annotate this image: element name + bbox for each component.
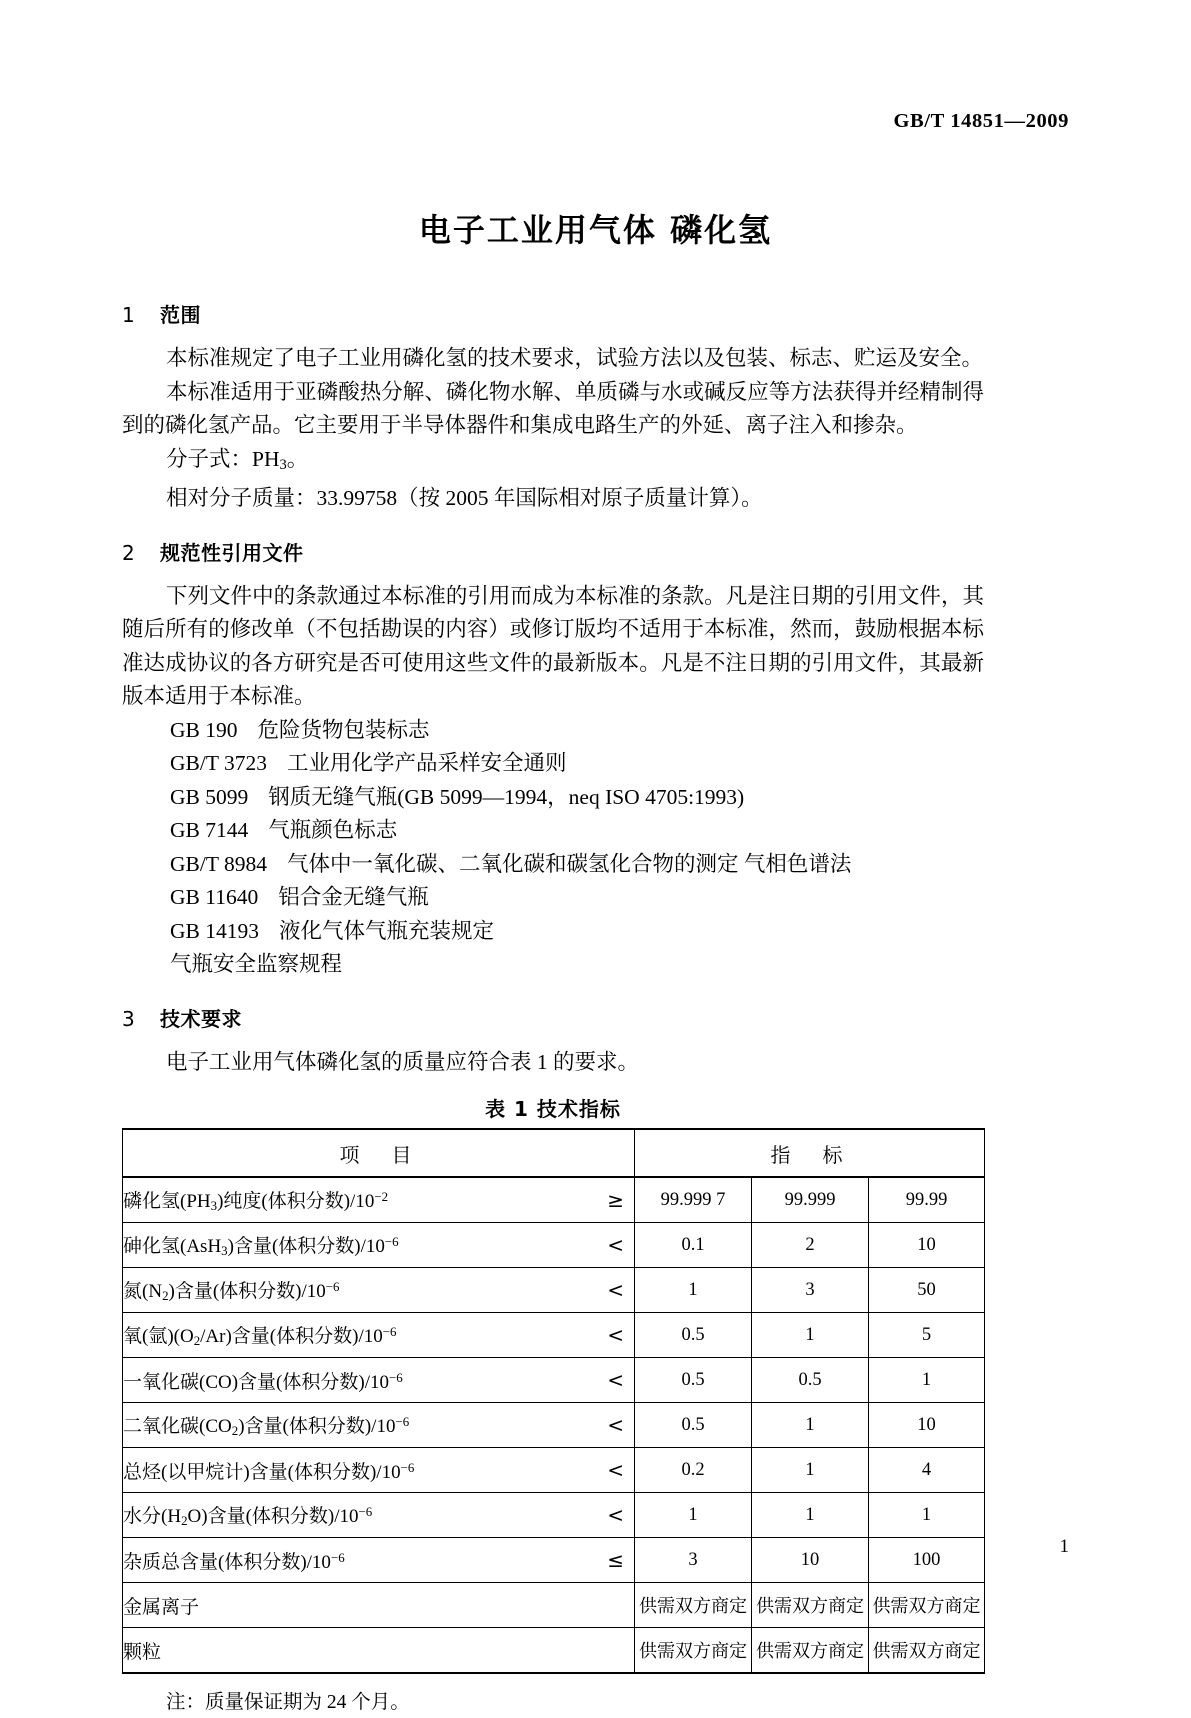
table-cell-item (123, 1583, 635, 1628)
table-cell-value: 99.999 7 (635, 1177, 752, 1223)
reference-item (122, 948, 984, 982)
item-label: 磷化氢$(PH_3)$纯度(体积分数)$/10^{-2}$ (123, 1189, 389, 1214)
table-cell-value: 3 (635, 1538, 752, 1583)
table-cell-value: 10 (752, 1538, 869, 1583)
reference-code: GB 11640 (170, 885, 259, 910)
table-cell-item (123, 1177, 635, 1223)
spacer (122, 330, 984, 342)
section-heading-2 (122, 538, 984, 568)
reference-name: 危险货物包装标志 (257, 717, 430, 742)
table-cell-value: 1 (752, 1313, 869, 1358)
relative-mass-value: 33.99758 (316, 486, 398, 511)
table-cell-item (123, 1493, 635, 1538)
relation-symbol: < (607, 1278, 624, 1303)
table-cell-item (123, 1403, 635, 1448)
relation-symbol: ≥ (607, 1188, 624, 1213)
table-cell-value: 100 (869, 1538, 985, 1583)
table-cell-value: 1 (869, 1358, 985, 1403)
section-number-2: 2 (122, 540, 136, 565)
relative-mass-label: 相对分子质量： (166, 486, 317, 511)
reference-item (122, 915, 984, 949)
table-caption: 表 1 技术指标 (485, 1097, 621, 1122)
page-number: 1 (1059, 1536, 1069, 1557)
table-cell-item (123, 1358, 635, 1403)
section-2-paragraph-1: 下列文件中的条款通过本标准的引用而成为本标准的条款。凡是注日期的引用文件，其随后所有的修改单（不包括勘误的内容）或修订版均不适用于本标准，然而，鼓励根据本标准达成协议的各方研究是否可使用这些文件的最新版本。凡是不注日期的引用文件，其最新版本适用于本标准。 (122, 583, 984, 709)
table-cell-item (123, 1223, 635, 1268)
table-cell-value: 99.999 (752, 1177, 869, 1223)
spacer (122, 982, 984, 1004)
table-cell-value: 供需双方商定 (635, 1628, 752, 1674)
spacer (122, 1034, 984, 1046)
item-label: 氮$(N_2)$含量(体积分数)$/10^{-6}$ (123, 1279, 340, 1304)
table-row (123, 1268, 985, 1313)
item-label: 砷化氢(AsH$_3$)含量(体积分数)$/10^{-6}$ (123, 1234, 399, 1259)
reference-item (122, 747, 984, 781)
reference-name: 气瓶安全监察规程 (170, 952, 343, 977)
spacer (122, 568, 984, 580)
table-cell-value: 0.2 (635, 1448, 752, 1493)
relation-symbol: < (607, 1233, 624, 1258)
table-row (123, 1403, 985, 1448)
table-cell-value: 1 (635, 1268, 752, 1313)
table-cell-value: 5 (869, 1313, 985, 1358)
table-cell-value: 0.5 (752, 1358, 869, 1403)
reference-code: GB/T 3723 (170, 751, 267, 776)
relation-symbol: < (607, 1413, 624, 1438)
reference-item (122, 881, 984, 915)
item-label: 颗粒 (123, 1641, 162, 1663)
table-cell-value: 供需双方商定 (635, 1583, 752, 1628)
table-cell-value: 50 (869, 1268, 985, 1313)
reference-item (122, 781, 984, 815)
technical-specification-table (122, 1128, 985, 1674)
reference-item (122, 714, 984, 748)
molecular-formula-label: 分子式：PH (166, 446, 280, 471)
table-cell-value: 0.1 (635, 1223, 752, 1268)
standard-code-header: GB/T 14851—2009 (893, 110, 1069, 132)
table-cell-item (123, 1628, 635, 1674)
item-label: 总烃(以甲烷计)含量(体积分数)$/10^{-6}$ (123, 1459, 415, 1483)
item-label: 水分$(H_2O)$含量(体积分数)$/10^{-6}$ (123, 1504, 373, 1529)
table-cell-value: 3 (752, 1268, 869, 1313)
reference-code: GB/T 8984 (170, 851, 267, 876)
table-cell-item (123, 1538, 635, 1583)
table-cell-value: 1 (869, 1493, 985, 1538)
table-cell-value: 0.5 (635, 1403, 752, 1448)
reference-name: 气体中一氧化碳、二氧化碳和碳氢化合物的测定 气相色谱法 (286, 851, 852, 876)
table-cell-value: 1 (752, 1448, 869, 1493)
section-heading-3 (122, 1004, 984, 1034)
table-cell-value: 1 (635, 1493, 752, 1538)
table-cell-value: 1 (752, 1493, 869, 1538)
item-label: 二氧化碳$(CO_2)$含量(体积分数)$/10^{-6}$ (123, 1414, 410, 1439)
table-note: 注：质量保证期为 24 个月。 (166, 1692, 410, 1714)
section-title-3: 技术要求 (160, 1006, 242, 1031)
table-cell-value: 0.5 (635, 1358, 752, 1403)
document-body (122, 300, 984, 1718)
table-row (123, 1177, 985, 1223)
section-title-2: 规范性引用文件 (160, 540, 304, 565)
reference-code: GB 5099 (170, 784, 249, 809)
section-title-1: 范围 (160, 303, 201, 327)
table-cell-value: 0.5 (635, 1313, 752, 1358)
table-row (123, 1538, 985, 1583)
table-row (123, 1358, 985, 1403)
table-row (123, 1223, 985, 1268)
molecular-formula-subscript: 3 (279, 456, 287, 473)
table-cell-value: 供需双方商定 (869, 1628, 985, 1674)
reference-code: GB 7144 (170, 818, 249, 843)
table-header-item: 项 目 (123, 1129, 635, 1177)
table-cell-item (123, 1268, 635, 1313)
table-cell-value: 2 (752, 1223, 869, 1268)
relation-symbol: < (607, 1503, 624, 1528)
item-label: 杂质总含量(体积分数)$/10^{-6}$ (123, 1549, 345, 1573)
reference-code: GB 14193 (170, 918, 259, 943)
section-heading-1 (122, 300, 984, 330)
table-row (123, 1313, 985, 1358)
table-cell-value: 10 (869, 1223, 985, 1268)
reference-name: 铝合金无缝气瓶 (278, 885, 429, 910)
section-1-paragraph-2: 本标准适用于亚磷酸热分解、磷化物水解、单质磷与水或碱反应等方法获得并经精制得到的磷化氢产品。它主要用于半导体器件和集成电路生产的外延、离子注入和掺杂。 (122, 379, 984, 437)
table-cell-value: 供需双方商定 (869, 1583, 985, 1628)
section-1-paragraph-1: 本标准规定了电子工业用磷化氢的技术要求，试验方法以及包装、标志、贮运及安全。 (166, 346, 984, 370)
spacer (122, 516, 984, 538)
item-label: 金属离子 (123, 1596, 200, 1618)
item-label: 氧(氩)$(O_2/Ar)$含量(体积分数)$/10^{-6}$ (123, 1324, 397, 1349)
table-row (123, 1583, 985, 1628)
item-label: 一氧化碳(CO)含量(体积分数)$/10^{-6}$ (123, 1369, 403, 1393)
section-3-paragraph-1: 电子工业用气体磷化氢的质量应符合表 1 的要求。 (166, 1049, 640, 1074)
table-row (123, 1493, 985, 1538)
table-cell-item (123, 1313, 635, 1358)
reference-item (122, 814, 984, 848)
table-cell-value: 供需双方商定 (752, 1628, 869, 1674)
reference-item (122, 848, 984, 882)
relative-mass-note: （按 2005 年国际相对原子质量计算）。 (397, 486, 763, 511)
table-cell-value: 99.99 (869, 1177, 985, 1223)
table-row (123, 1628, 985, 1674)
relation-symbol: < (607, 1323, 624, 1348)
table-header-spec: 指 标 (635, 1129, 985, 1177)
molecular-formula-end: 。 (286, 446, 309, 471)
table-cell-value: 供需双方商定 (752, 1583, 869, 1628)
reference-name: 气瓶颜色标志 (268, 818, 398, 843)
reference-name: 工业用化学产品采样安全通则 (286, 751, 567, 776)
reference-name: 钢质无缝气瓶(GB 5099—1994，neq ISO 4705:1993) (268, 784, 745, 809)
table-header-row (123, 1129, 985, 1177)
relation-symbol: < (607, 1368, 624, 1393)
normative-reference-list (122, 714, 984, 982)
reference-name: 液化气体气瓶充装规定 (279, 918, 495, 943)
table-cell-value: 10 (869, 1403, 985, 1448)
relation-symbol: < (607, 1458, 624, 1483)
molecular-formula-line (122, 443, 984, 483)
page-title: 电子工业用气体 磷化氢 (418, 211, 773, 249)
table-cell-value: 1 (752, 1403, 869, 1448)
section-number-3: 3 (122, 1006, 136, 1031)
table-body (123, 1129, 985, 1673)
table-cell-item (123, 1448, 635, 1493)
table-cell-value: 4 (869, 1448, 985, 1493)
section-number-1: 1 (122, 303, 136, 327)
relative-molecular-mass-line (122, 482, 984, 516)
reference-code: GB 190 (170, 717, 238, 742)
relation-symbol: ≤ (607, 1548, 624, 1573)
table-row (123, 1448, 985, 1493)
